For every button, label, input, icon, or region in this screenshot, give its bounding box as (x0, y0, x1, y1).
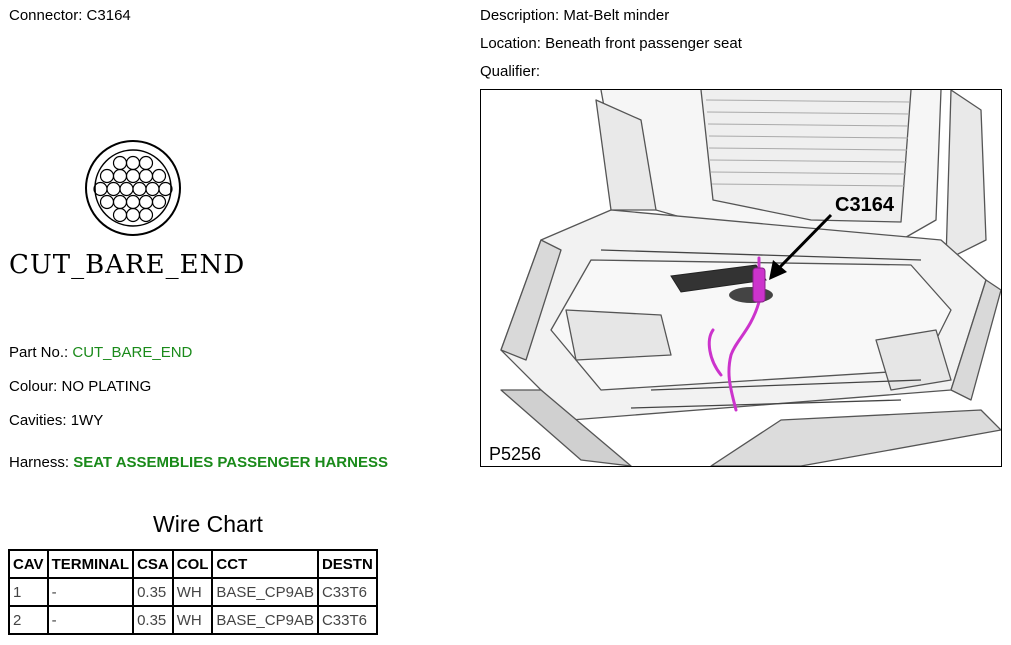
figure-id: P5256 (489, 444, 542, 464)
wire-chart (8, 549, 378, 635)
wire-chart-title: Wire Chart (153, 511, 263, 537)
cavity-hole (140, 196, 153, 209)
cell-destn[interactable]: C33T6 (318, 578, 377, 606)
colour-label: Colour: (9, 378, 58, 395)
col-header-col: COL (173, 550, 213, 578)
connector-label: Connector: (9, 7, 83, 24)
cell-cct: BASE_CP9AB (212, 606, 318, 634)
qualifier-label: Qualifier: (480, 63, 541, 80)
cavity-hole (146, 183, 159, 196)
cell-col: WH (173, 578, 213, 606)
description-line (480, 7, 669, 24)
cavity-hole (153, 196, 166, 209)
table-row (9, 578, 377, 606)
cell-csa: 0.35 (133, 578, 173, 606)
cavity-hole (127, 196, 140, 209)
cavity-hole (101, 170, 114, 183)
cell-csa: 0.35 (133, 606, 173, 634)
cavity-hole (140, 170, 153, 183)
cavity-hole (140, 209, 153, 222)
cell-terminal: - (48, 578, 134, 606)
harness-link[interactable]: SEAT ASSEMBLIES PASSENGER HARNESS (73, 454, 388, 471)
cavity-hole (133, 183, 146, 196)
harness-line (9, 454, 388, 471)
cavity-hole (114, 170, 127, 183)
cavities-value: 1WY (70, 412, 104, 429)
colour-line (9, 378, 151, 395)
wire-chart-table (8, 549, 378, 635)
col-header-cav: CAV (9, 550, 48, 578)
cell-cct: BASE_CP9AB (212, 578, 318, 606)
col-header-cct: CCT (212, 550, 318, 578)
col-header-terminal: TERMINAL (48, 550, 134, 578)
cavity-hole (127, 157, 140, 170)
cavity-hole (120, 183, 133, 196)
cavity-hole (127, 170, 140, 183)
cavity-hole (153, 170, 166, 183)
wire-chart-header-row (9, 550, 377, 578)
seat-illustration (481, 90, 1001, 466)
cell-col: WH (173, 606, 213, 634)
col-header-csa: CSA (133, 550, 173, 578)
cavity-hole (159, 183, 172, 196)
part-no-link[interactable]: CUT_BARE_END (72, 344, 193, 361)
colour-value: NO PLATING (61, 378, 152, 395)
figure-callout: C3164 (835, 194, 894, 216)
qualifier-line (480, 63, 540, 80)
cavity-hole (101, 196, 114, 209)
connector-drawing-label: CUT_BARE_END (9, 250, 246, 280)
cavities-label: Cavities: (9, 412, 67, 429)
cell-terminal: - (48, 606, 134, 634)
col-header-destn: DESTN (318, 550, 377, 578)
cell-destn[interactable]: C33T6 (318, 606, 377, 634)
description-value: Mat-Belt minder (563, 7, 670, 24)
cavity-hole (94, 183, 107, 196)
location-line (480, 35, 742, 52)
location-figure (480, 89, 1002, 467)
cell-cav: 1 (9, 578, 48, 606)
location-label: Location: (480, 35, 541, 52)
cavity-hole (127, 209, 140, 222)
table-row (9, 606, 377, 634)
description-label: Description: (480, 7, 560, 24)
cavity-hole (107, 183, 120, 196)
part-no-line (9, 344, 192, 361)
cavity-hole (140, 157, 153, 170)
connector-face-icon (84, 139, 182, 237)
location-value: Beneath front passenger seat (545, 35, 742, 52)
connector-value: C3164 (86, 7, 131, 24)
connector-line (9, 7, 131, 24)
part-no-label: Part No.: (9, 344, 69, 361)
cavity-hole (114, 196, 127, 209)
cavities-line (9, 412, 103, 429)
cavity-hole (114, 157, 127, 170)
harness-label: Harness: (9, 454, 70, 471)
cavity-hole (114, 209, 127, 222)
cell-cav: 2 (9, 606, 48, 634)
